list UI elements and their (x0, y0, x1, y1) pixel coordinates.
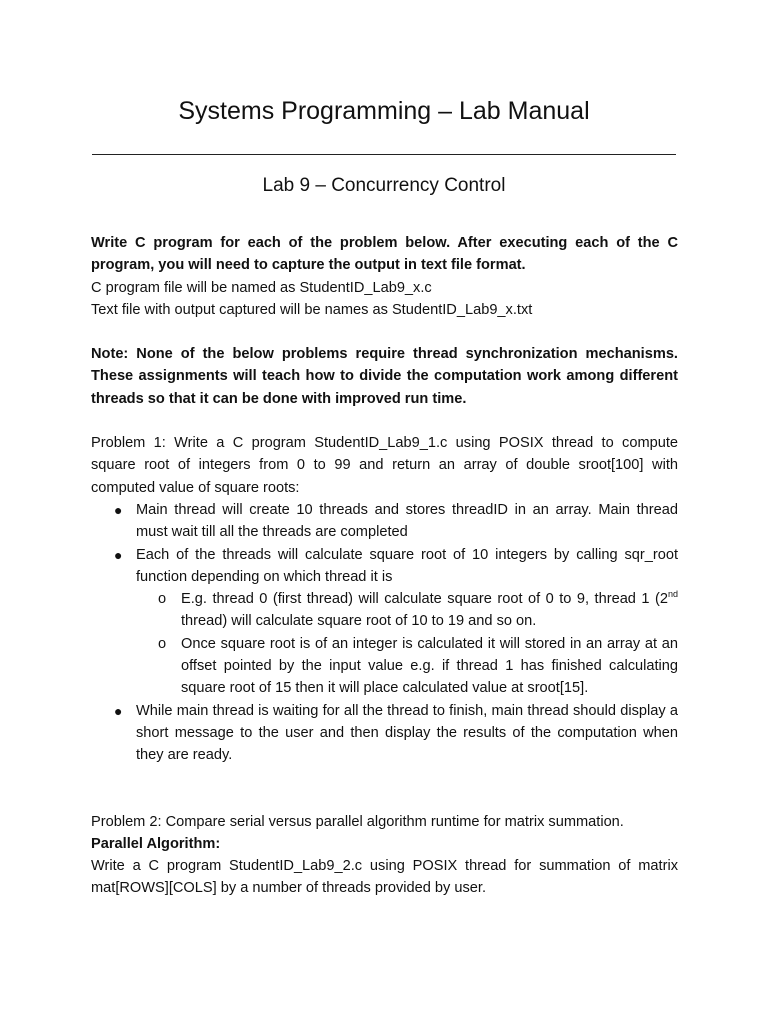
sub-bullet-text: Once square root is of an integer is calculated it will stored in an array at an offset pointed by the input value e.g. if thread 1 has finished calculating square root of 15 then it will place calculated value at sroot[15]. (181, 635, 678, 697)
sub-bullet-text: thread) will calculate square root of 10 to 19 and so on. (181, 613, 537, 630)
list-item (91, 499, 678, 544)
sub-bullet-icon: o (158, 635, 167, 652)
file-naming-txt: Text file with output captured will be names as StudentID_Lab9_x.txt (91, 301, 533, 318)
spacer (91, 321, 678, 343)
instructions-bold: Write C program for each of the problem below. After executing each of the C program, you will need to capture the output in text file format. (91, 235, 678, 274)
note-paragraph: Note: None of the below problems require thread synchronization mechanisms. These assignments will teach how to divide the computation work among different threads so that it can be done with improved run time. (91, 346, 678, 407)
problem1-intro: Problem 1: Write a C program StudentID_Lab9_1.c using POSIX thread to compute square root of integers from 0 to 99 and return an array of double sroot[100] with computed value of square roots: (91, 435, 678, 496)
bullet-icon: ● (114, 546, 123, 563)
list-item (136, 588, 678, 633)
sub-bullet-text: E.g. thread 0 (first thread) will calculate square root of 0 to 9, thread 1 (2 (181, 591, 668, 608)
superscript: nd (667, 589, 678, 600)
bullet-text: While main thread is waiting for all the thread to finish, main thread should display a short message to the user and then display the results of the computation when they are ready. (136, 702, 678, 764)
list-item (136, 633, 678, 700)
problem1-sub-list (136, 588, 678, 699)
spacer (91, 410, 678, 432)
problem2-heading: Parallel Algorithm: (91, 835, 221, 852)
problem1-bullet-list (91, 499, 678, 767)
problem2-intro: Problem 2: Compare serial versus parallel algorithm runtime for matrix summation. (91, 813, 624, 830)
spacer (91, 767, 678, 811)
list-item (91, 700, 678, 767)
bullet-icon: ● (114, 702, 123, 719)
document-title: Systems Programming – Lab Manual (178, 97, 590, 125)
sub-bullet-icon: o (158, 591, 167, 608)
title-divider (92, 154, 676, 155)
problem2-text: Write a C program StudentID_Lab9_2.c using POSIX thread for summation of matrix mat[ROWS][COLS] by a number of threads provided by user. (91, 858, 678, 897)
lab-subtitle: Lab 9 – Concurrency Control (262, 175, 506, 196)
bullet-icon: ● (114, 501, 123, 518)
document-body (91, 232, 678, 900)
bullet-text: Each of the threads will calculate square root of 10 integers by calling sqr_root function depending on which thread it is (136, 546, 678, 585)
file-naming-c: C program file will be named as StudentID_Lab9_x.c (91, 279, 432, 296)
bullet-text: Main thread will create 10 threads and stores threadID in an array. Main thread must wait till all the threads are completed (136, 501, 678, 541)
list-item (91, 544, 678, 700)
